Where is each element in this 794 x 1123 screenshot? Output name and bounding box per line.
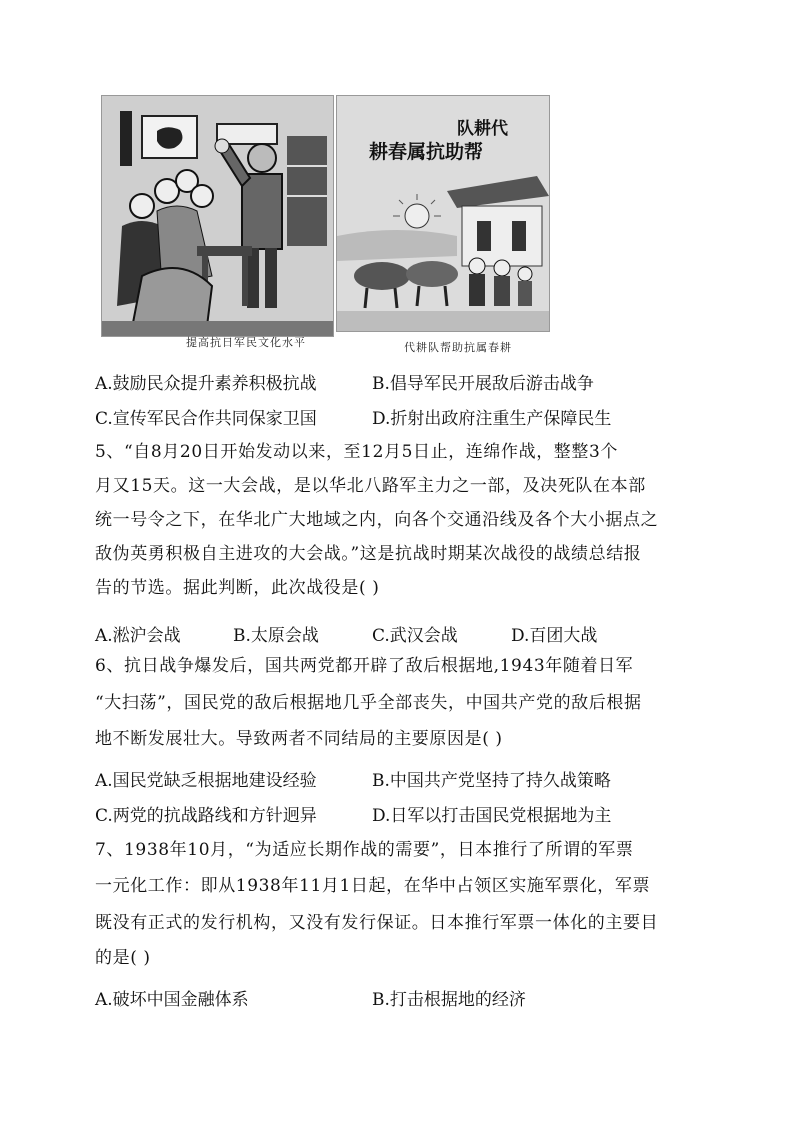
q5-line-1: 5、“自8月20日开始发动以来，至12月5日止，连绵作战，整整3个 [95,442,619,462]
q6-line-3: 地不断发展壮大。导致两者不同结局的主要原因是( ) [95,729,503,749]
q7-option-a: A.破坏中国金融体系 [95,990,249,1010]
q6-option-d: D.日军以打击国民党根据地为主 [372,806,612,826]
q5-line-5: 告的节选。据此判断，此次战役是( ) [95,578,380,598]
banner-text-line2: 耕春属抗助帮 [369,141,484,163]
woodcut-image-culture [101,95,334,337]
banner-text-line1: 队耕代 [457,119,508,139]
right-image-caption: 代耕队帮助抗属春耕 [404,341,512,354]
q6-option-c: C.两党的抗战路线和方针迥异 [95,806,317,826]
q6-option-a: A.国民党缺乏根据地建设经验 [95,771,317,791]
q7-option-b: B.打击根据地的经济 [372,990,526,1010]
q5-line-3: 统一号令之下，在华北广大地域之内，向各个交通沿线及各个大小据点之 [95,510,659,530]
q5-option-a: A.淞沪会战 [95,626,181,646]
left-image-caption: 提高抗日军民文化水平 [186,336,306,349]
q6-line-1: 6、抗日战争爆发后，国共两党都开辟了敌后根据地,1943年随着日军 [95,656,634,676]
q7-line-1: 7、1938年10月，“为适应长期作战的需要”，日本推行了所谓的军票 [95,840,634,860]
q7-line-4: 的是( ) [95,948,151,968]
q7-line-3: 既没有正式的发行机构，又没有发行保证。日本推行军票一体化的主要目 [95,913,659,933]
q5-option-c: C.武汉会战 [372,626,458,646]
woodcut-image-plowing [336,95,550,332]
q6-line-2: “大扫荡”，国民党的敌后根据地几乎全部丧失，中国共产党的敌后根据 [95,693,642,713]
q5-option-b: B.太原会战 [233,626,319,646]
q5-option-d: D.百团大战 [511,626,598,646]
q6-option-b: B.中国共产党坚持了持久战策略 [372,771,611,791]
q5-line-2: 月又15天。这一大会战，是以华北八路军主力之一部，及决死队在本部 [95,476,646,496]
q7-line-2: 一元化工作：即从1938年11月1日起，在华中占领区实施军票化，军票 [95,876,651,896]
q4-option-b: B.倡导军民开展敌后游击战争 [372,374,594,394]
q5-line-4: 敌伪英勇积极自主进攻的大会战。”这是抗战时期某次战役的战绩总结报 [95,544,642,564]
q4-option-c: C.宣传军民合作共同保家卫国 [95,409,317,429]
q4-option-d: D.折射出政府注重生产保障民生 [372,409,612,429]
q4-option-a: A.鼓励民众提升素养积极抗战 [95,374,317,394]
